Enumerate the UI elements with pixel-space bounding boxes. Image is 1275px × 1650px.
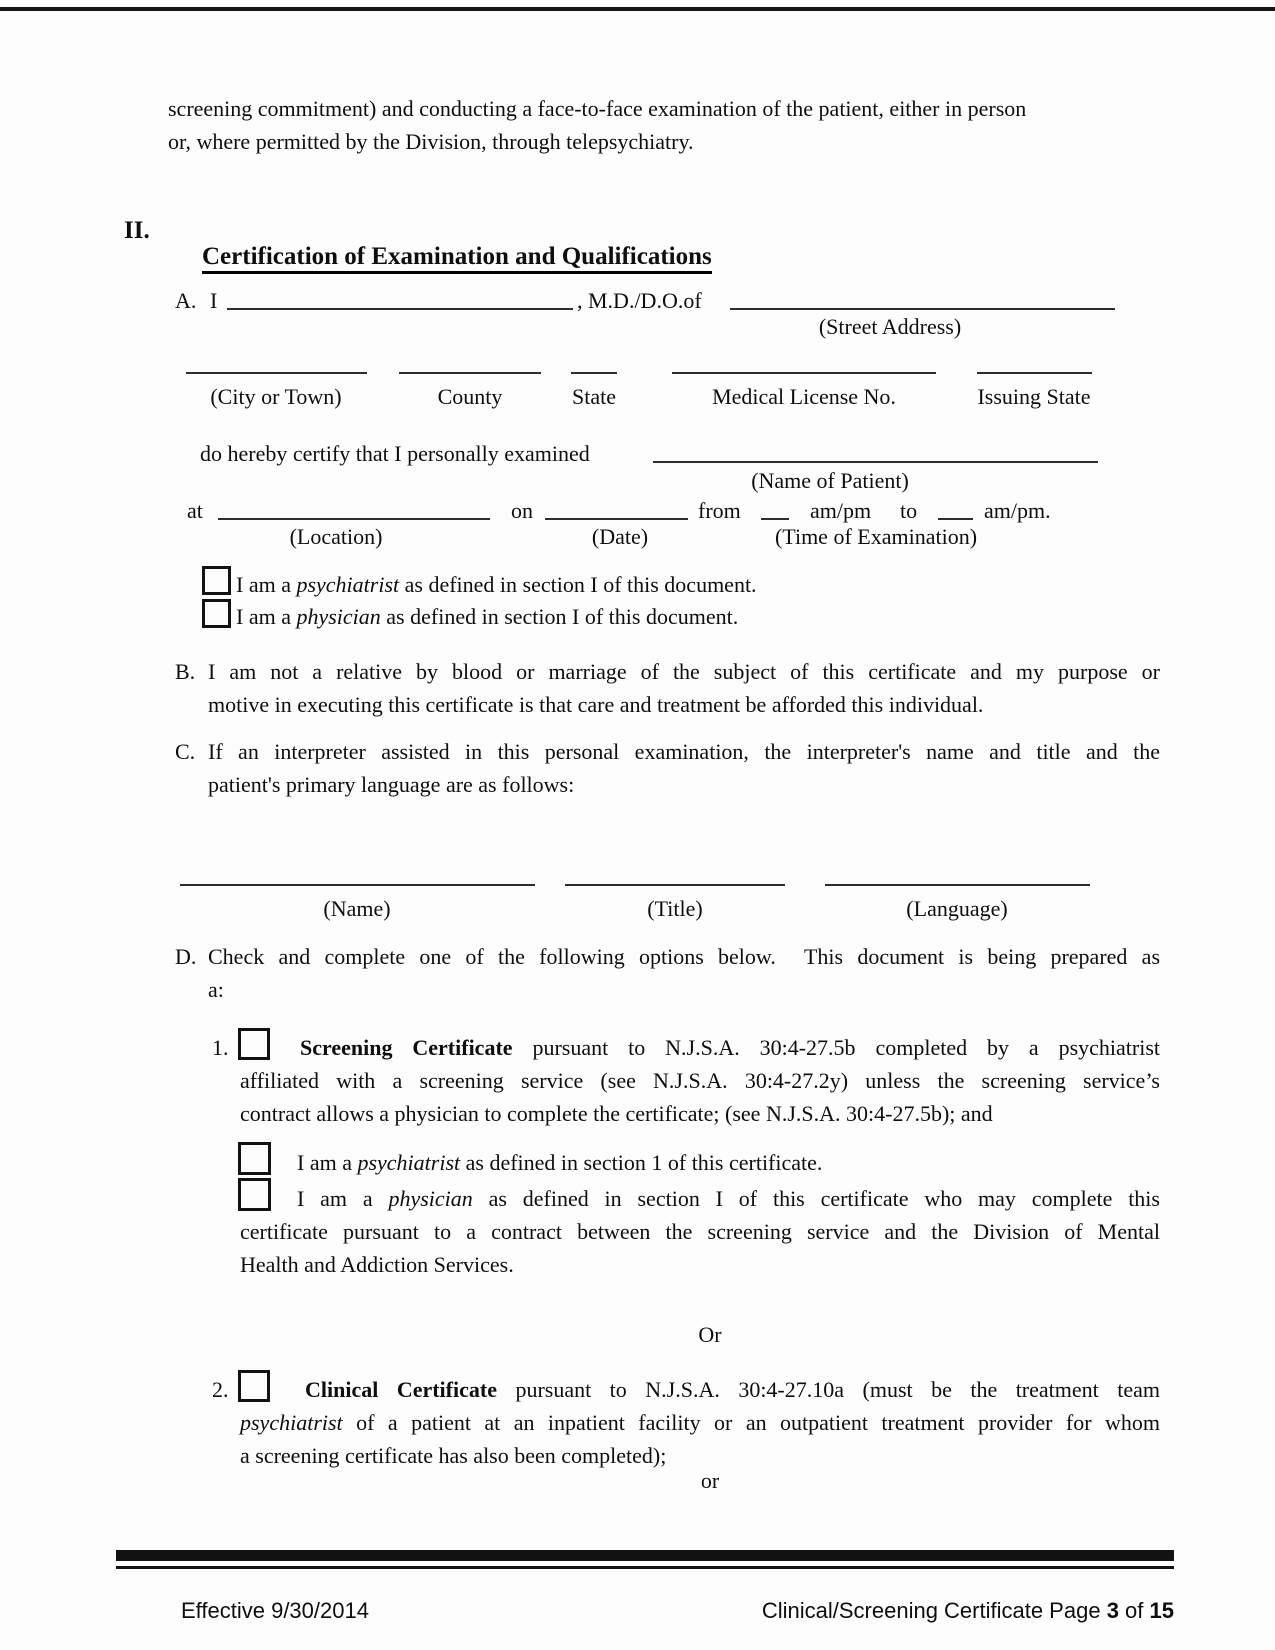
street-address-blank[interactable] xyxy=(730,308,1115,310)
city-blank[interactable] xyxy=(186,372,367,374)
option2-title: Clinical Certificate xyxy=(305,1377,497,1402)
at-label: at xyxy=(187,498,203,523)
issuing-state-caption: Issuing State xyxy=(977,384,1091,409)
location-blank[interactable] xyxy=(218,518,490,520)
o1cb2-pre: I am a xyxy=(297,1186,389,1211)
footer-effective-date: Effective 9/30/2014 xyxy=(181,1598,369,1623)
footer-page-number: 3 xyxy=(1106,1598,1119,1623)
patient-name-blank[interactable] xyxy=(653,461,1098,463)
city-caption: (City or Town) xyxy=(210,384,342,409)
license-blank[interactable] xyxy=(672,372,936,374)
license-caption: Medical License No. xyxy=(712,384,896,409)
ampm2-label: am/pm. xyxy=(984,498,1051,523)
street-address-caption: (Street Address) xyxy=(818,314,962,339)
item-c-label: C. xyxy=(175,739,196,764)
county-caption: County xyxy=(437,384,503,409)
time-from-blank[interactable] xyxy=(761,518,789,520)
item-a-label: A. xyxy=(175,288,197,313)
item-c-line-1: If an interpreter assisted in this personal examination, the interpreter's name and title and the xyxy=(208,739,1160,764)
option1-line-1 xyxy=(300,1035,1160,1061)
item-c-line-2: patient's primary language are as follows: xyxy=(208,772,575,797)
footer-of: of xyxy=(1118,1598,1150,1623)
location-caption: (Location) xyxy=(289,524,383,549)
interpreter-title-blank[interactable] xyxy=(565,884,785,886)
option2-number: 2. xyxy=(212,1377,229,1402)
physician-checkbox[interactable] xyxy=(202,599,231,628)
item-b-line-2: motive in executing this certificate is that care and treatment be afforded this individual. xyxy=(208,692,984,717)
cb1-post: as defined in section I of this document. xyxy=(399,572,757,597)
item-a-mdo: , M.D./D.O.of xyxy=(577,288,702,313)
date-caption: (Date) xyxy=(591,524,649,549)
option1-title: Screening Certificate xyxy=(300,1035,513,1060)
footer-rule-thick xyxy=(116,1550,1174,1561)
ampm1-label: am/pm xyxy=(810,498,872,523)
option1-line1-rest: pursuant to N.J.S.A. 30:4-27.5b completed by a psychiatrist xyxy=(512,1035,1160,1060)
footer-rule-thin xyxy=(116,1566,1174,1569)
o1cb1-post: as defined in section 1 of this certificate. xyxy=(460,1150,823,1175)
state-blank[interactable] xyxy=(571,372,617,374)
time-to-blank[interactable] xyxy=(938,518,973,520)
option2-line-3: a screening certificate has also been completed); xyxy=(240,1443,667,1468)
clinical-certificate-checkbox[interactable] xyxy=(238,1370,270,1402)
intro-line-2: or, where permitted by the Division, through telepsychiatry. xyxy=(168,129,694,154)
interpreter-name-blank[interactable] xyxy=(180,884,535,886)
option1-psychiatrist-checkbox[interactable] xyxy=(238,1142,271,1175)
option2-line-1 xyxy=(305,1377,1160,1403)
certify-text: do hereby certify that I personally examined xyxy=(200,441,590,466)
cb1-pre: I am a xyxy=(236,572,297,597)
intro-line-1: screening commitment) and conducting a face-to-face examination of the patient, either in person xyxy=(168,96,1027,121)
option1-physician-checkbox[interactable] xyxy=(238,1178,271,1211)
cb2-emph: physician xyxy=(296,604,381,629)
item-d-line-1: Check and complete one of the following options below. This document is being prepared as xyxy=(208,944,1160,969)
from-label: from xyxy=(698,498,741,523)
cb2-post: as defined in section I of this document. xyxy=(380,604,739,629)
item-a-lead: I xyxy=(210,288,218,313)
item-b-label: B. xyxy=(175,659,196,684)
physician-name-blank[interactable] xyxy=(227,308,573,310)
option1-physician-label xyxy=(297,1186,1160,1212)
option2-line2-emph: psychiatrist xyxy=(240,1410,343,1435)
state-caption: State xyxy=(572,384,616,409)
option2-line-2 xyxy=(240,1410,1160,1436)
footer-page-info xyxy=(600,1598,1174,1624)
interpreter-title-caption: (Title) xyxy=(647,896,703,921)
cb2-pre: I am a xyxy=(236,604,297,629)
physician-checkbox-label xyxy=(236,604,738,630)
county-blank[interactable] xyxy=(399,372,541,374)
interpreter-name-caption: (Name) xyxy=(323,896,391,921)
option1-physician-line-3: Health and Addiction Services. xyxy=(240,1252,514,1277)
interpreter-language-caption: (Language) xyxy=(906,896,1008,921)
item-d-label: D. xyxy=(175,944,197,969)
heading-title: Certification of Examination and Qualifications xyxy=(202,243,712,274)
item-b-line-1: I am not a relative by blood or marriage of the subject of this certificate and my purpose or xyxy=(208,659,1160,684)
interpreter-language-blank[interactable] xyxy=(825,884,1090,886)
footer-page-total: 15 xyxy=(1149,1598,1174,1623)
cb1-emph: psychiatrist xyxy=(296,572,400,597)
option1-line-2: affiliated with a screening service (see N.J.S.A. 30:4-27.2y) unless the screening service’s xyxy=(240,1068,1160,1093)
option1-line-3: contract allows a physician to complete the certificate; (see N.J.S.A. 30:4-27.5b); and xyxy=(240,1101,993,1126)
screening-certificate-checkbox[interactable] xyxy=(238,1028,270,1060)
psychiatrist-checkbox-label xyxy=(236,572,757,598)
to-label: to xyxy=(900,498,918,523)
time-caption: (Time of Examination) xyxy=(774,524,978,549)
o1cb1-emph: psychiatrist xyxy=(357,1150,461,1175)
option1-physician-line-2: certificate pursuant to a contract between the screening service and the Division of Mental xyxy=(240,1219,1160,1244)
option1-psychiatrist-label xyxy=(297,1150,822,1176)
issuing-state-blank[interactable] xyxy=(977,372,1092,374)
o1cb2-emph: physician xyxy=(388,1186,473,1211)
or-upper: Or xyxy=(698,1322,722,1347)
o1cb1-pre: I am a xyxy=(297,1150,358,1175)
date-blank[interactable] xyxy=(545,518,688,520)
patient-name-caption: (Name of Patient) xyxy=(751,468,909,493)
item-d-line-2: a: xyxy=(208,977,224,1002)
heading-number: II. xyxy=(124,217,150,244)
footer-doc-title: Clinical/Screening Certificate Page xyxy=(761,1598,1107,1623)
on-label: on xyxy=(511,498,533,523)
psychiatrist-checkbox[interactable] xyxy=(202,566,231,595)
scan-artifact-line xyxy=(0,7,1275,11)
or-lower: or xyxy=(700,1468,720,1493)
o1cb2-post: as defined in section I of this certificate who may complete this xyxy=(472,1186,1160,1211)
option2-line2-rest: of a patient at an inpatient facility or an outpatient treatment provider for whom xyxy=(342,1410,1160,1435)
option2-line1-rest: pursuant to N.J.S.A. 30:4-27.10a (must be the treatment team xyxy=(496,1377,1160,1402)
option1-number: 1. xyxy=(212,1035,229,1060)
